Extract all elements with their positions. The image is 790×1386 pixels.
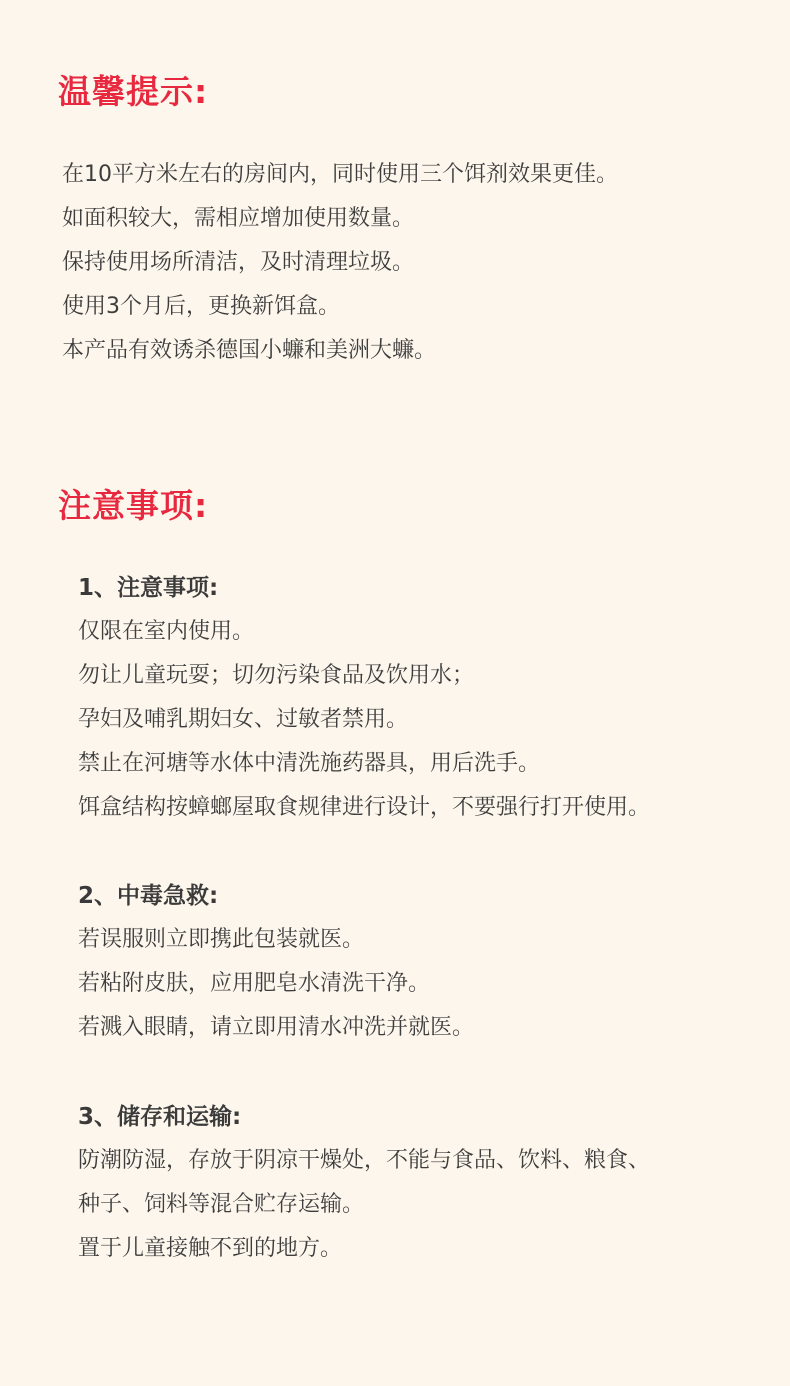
section-title-storage: 3、储存和运输:: [78, 1104, 242, 1130]
precaution-line: 勿让儿童玩耍；切勿污染食品及饮用水；: [78, 663, 475, 688]
precautions-list: [78, 610, 650, 830]
tip-line: 本产品有效诱杀德国小蠊和美洲大蠊。: [62, 338, 437, 363]
storage-line: 防潮防湿，存放于阴凉干燥处，不能与食品、饮料、粮食、: [78, 1148, 651, 1173]
precaution-line: 仅限在室内使用。: [78, 619, 255, 644]
storage-line: 种子、饲料等混合贮存运输。: [78, 1192, 365, 1217]
notes-heading: 注意事项:: [58, 486, 209, 525]
precaution-line: 禁止在河塘等水体中清洗施药器具，用后洗手。: [78, 751, 541, 776]
section-title-first-aid: 2、中毒急救:: [78, 883, 219, 909]
first-aid-list: [78, 918, 474, 1050]
precaution-line: 饵盒结构按蟑螂屋取食规律进行设计，不要强行打开使用。: [78, 795, 651, 820]
tip-line: 使用3个月后，更换新饵盒。: [62, 294, 340, 319]
first-aid-line: 若溅入眼睛，请立即用清水冲洗并就医。: [78, 1015, 475, 1040]
tip-line: 在10平方米左右的房间内，同时使用三个饵剂效果更佳。: [62, 162, 618, 187]
storage-list: [78, 1139, 650, 1271]
storage-line: 置于儿童接触不到的地方。: [78, 1236, 343, 1261]
notes-section-first-aid: [78, 874, 474, 1050]
tips-list: [62, 153, 618, 373]
first-aid-line: 若误服则立即携此包装就医。: [78, 927, 365, 952]
tips-heading: 温馨提示:: [58, 72, 209, 111]
notes-section-precautions: [78, 566, 650, 830]
first-aid-line: 若粘附皮肤，应用肥皂水清洗干净。: [78, 971, 431, 996]
notes-section-storage: [78, 1095, 650, 1271]
precaution-line: 孕妇及哺乳期妇女、过敏者禁用。: [78, 707, 409, 732]
tip-line: 保持使用场所清洁，及时清理垃圾。: [62, 250, 415, 275]
tip-line: 如面积较大，需相应增加使用数量。: [62, 206, 415, 231]
section-title-precautions: 1、注意事项:: [78, 575, 219, 601]
